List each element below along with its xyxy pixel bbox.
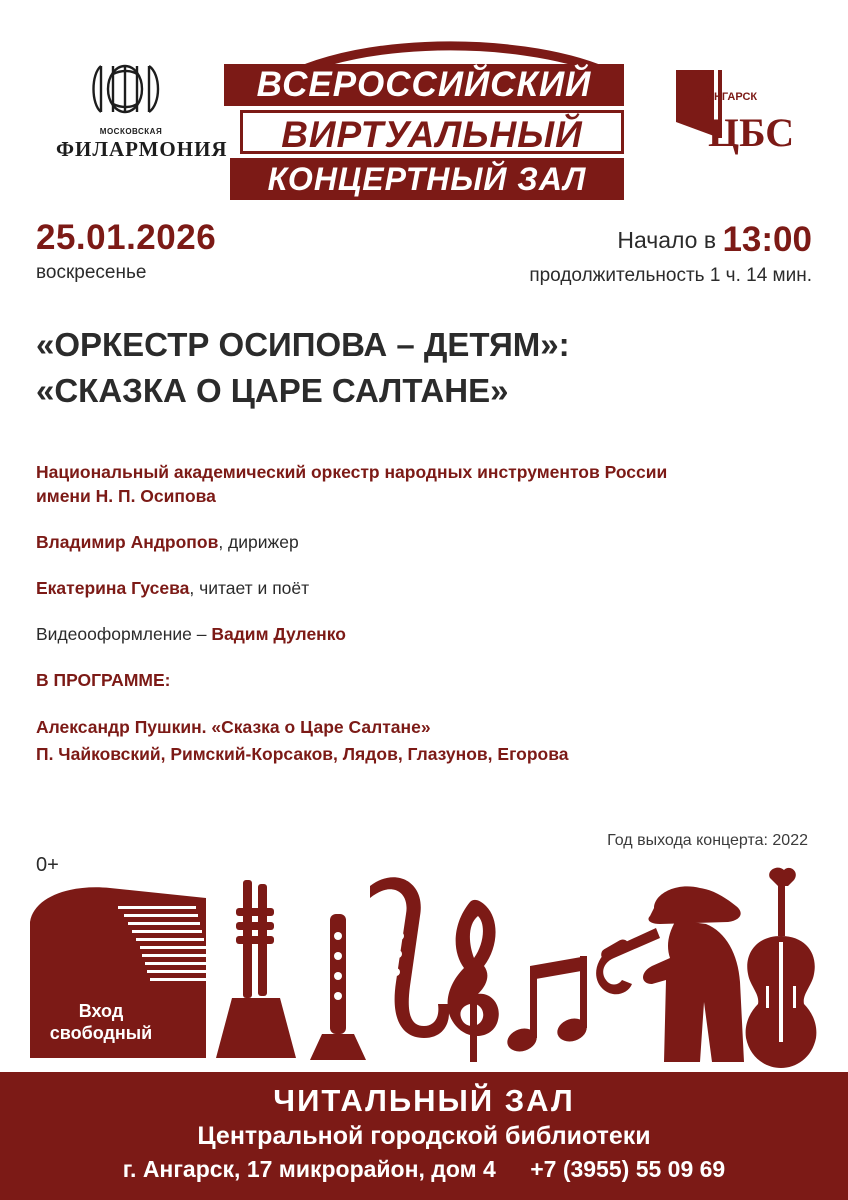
music-notes-icon <box>504 956 589 1055</box>
video-name: Вадим Дуленко <box>211 624 346 644</box>
free-entry-note <box>46 1000 156 1044</box>
poster-header <box>0 18 848 198</box>
orchestra-line-1: Национальный академический оркестр народных инструментов России <box>36 462 668 482</box>
reader-name: Екатерина Гусева <box>36 578 190 598</box>
program-list <box>36 714 816 768</box>
date-time-row <box>0 218 848 288</box>
violin-icon <box>746 868 817 1068</box>
moscow-philharmonic-logo <box>56 60 228 162</box>
reader <box>36 576 816 600</box>
banner-line-3: КОНЦЕРТНЫЙ ЗАЛ <box>230 158 624 200</box>
title-line-2: «СКАЗКА О ЦАРЕ САЛТАНЕ» <box>36 372 509 409</box>
svg-text:АНГАРСК: АНГАРСК <box>706 91 758 103</box>
banner-line-2: ВИРТУАЛЬНЫЙ <box>240 110 624 154</box>
event-start-time-line <box>617 220 812 260</box>
vkz-banner <box>218 38 630 206</box>
orchestra <box>36 460 816 508</box>
banner-line-1: ВСЕРОССИЙСКИЙ <box>224 64 624 106</box>
venue-address: г. Ангарск, 17 микрорайон, дом 4 <box>122 1156 496 1182</box>
event-duration: продолжительность 1 ч. 14 мин. <box>529 265 812 286</box>
program-heading: В ПРОГРАММЕ: <box>36 670 171 690</box>
conductor-role: , дирижер <box>218 532 299 552</box>
start-label: Начало в <box>617 227 717 253</box>
start-time: 13:00 <box>722 220 812 259</box>
trumpet-icon <box>216 880 296 1058</box>
video-label: Видеооформление – <box>36 624 212 644</box>
age-rating-badge: 0+ <box>36 854 59 876</box>
event-date: 25.01.2026 <box>36 218 217 257</box>
philharmonic-monogram-icon <box>83 60 179 120</box>
reader-role: , читает и поёт <box>189 578 310 598</box>
angarsk-cbs-logo <box>662 60 792 165</box>
program-item-2: П. Чайковский, Римский-Корсаков, Лядов, Глазунов, Егорова <box>36 744 569 764</box>
free-entry-line-1: Вход <box>78 1001 124 1021</box>
program-item-1: Александр Пушкин. «Сказка о Царе Салтане» <box>36 717 431 737</box>
video-design <box>36 622 816 646</box>
conductor-name: Владимир Андропов <box>36 532 219 552</box>
conductor <box>36 530 816 554</box>
venue-name: ЧИТАЛЬНЫЙ ЗАЛ <box>273 1083 575 1118</box>
treble-clef-icon <box>448 900 499 1062</box>
philharmonic-logo-sub1: МОСКОВСКАЯ <box>99 127 163 136</box>
venue-phone[interactable]: +7 (3955) 55 09 69 <box>530 1156 726 1182</box>
venue-owner: Центральной городской библиотеки <box>197 1122 651 1150</box>
event-weekday: воскресенье <box>36 262 147 283</box>
title-line-1: «ОРКЕСТР ОСИПОВА – ДЕТЯМ»: <box>36 326 570 363</box>
clarinet-icon <box>310 914 366 1060</box>
orchestra-line-2: имени Н. П. Осипова <box>36 486 216 506</box>
philharmonic-logo-sub2: ФИЛАРМОНИЯ <box>56 137 228 161</box>
free-entry-line-2: свободный <box>49 1023 153 1043</box>
saxophone-player-icon <box>596 886 744 1062</box>
release-year-note: Год выхода концерта: 2022 <box>607 832 808 849</box>
venue-contact-line <box>0 1153 848 1185</box>
book-icon <box>662 60 792 165</box>
venue-footer <box>0 1072 848 1200</box>
page-title <box>36 322 816 414</box>
performers-block <box>36 460 816 790</box>
saxophone-left-icon <box>370 877 449 1038</box>
svg-text:ЦБС: ЦБС <box>708 110 792 155</box>
